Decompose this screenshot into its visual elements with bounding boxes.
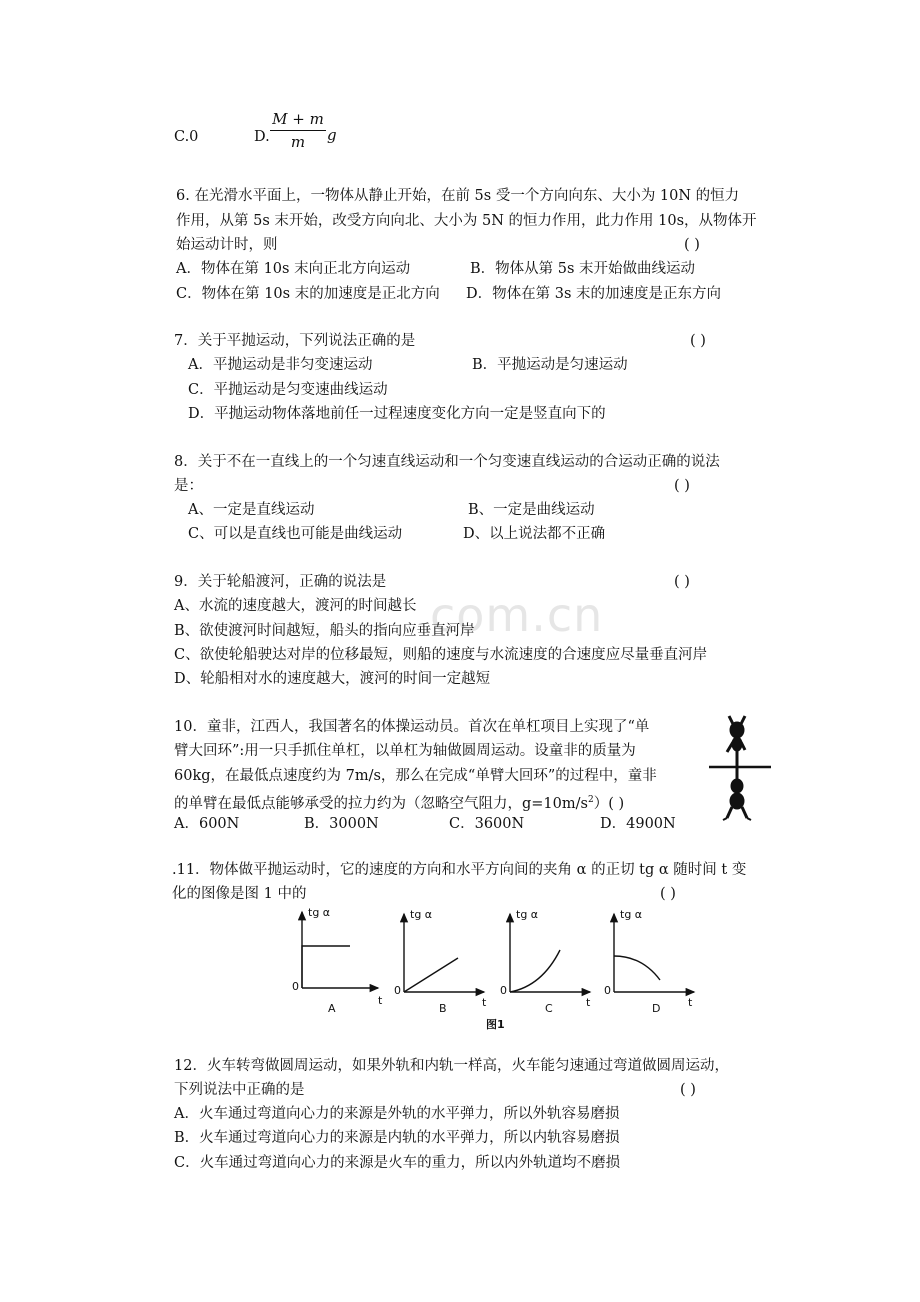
q5-fraction [270, 110, 326, 151]
q6-option-a: A．物体在第 10s 末向正北方向运动 [176, 261, 411, 277]
graph-a-origin: 0 [292, 980, 299, 993]
q6-answer-paren: ( ) [684, 237, 700, 253]
q10-stem-line-1: 10．童非，江西人，我国著名的体操运动员。首次在单杠项目上实现了“单 [174, 719, 650, 735]
q7-option-b: B．平抛运动是匀速运动 [472, 357, 628, 373]
q10-option-b: B．3000N [304, 816, 379, 832]
graph-a-curve [302, 946, 350, 988]
q10-superscript: 2 [587, 795, 594, 805]
q8-answer-paren: ( ) [674, 478, 690, 494]
q8-option-d: D、以上说法都不正确 [463, 526, 606, 542]
graph-d-curve [614, 956, 660, 980]
q9-option-a: A、水流的速度越大，渡河的时间越长 [174, 598, 417, 614]
q12-option-b: B．火车通过弯道向心力的来源是内轨的水平弹力，所以内轨容易磨损 [174, 1130, 620, 1146]
figure-1-caption: 图1 [486, 1018, 505, 1031]
q12-answer-paren: ( ) [680, 1082, 696, 1098]
q10-stem-line-4-text: 的单臂在最低点能够承受的拉力约为（忽略空气阻力，g=10m/s [174, 795, 588, 812]
q8-option-b: B、一定是曲线运动 [468, 502, 595, 518]
q7-option-c: C．平抛运动是匀变速曲线运动 [188, 382, 388, 398]
graph-b-label: B [439, 1002, 447, 1015]
graph-d-y-label: tg α [620, 908, 643, 921]
q5-option-d-prefix: D. [254, 129, 270, 145]
q6-stem-line-1: 6. 在光滑水平面上，一物体从静止开始，在前 5s 受一个方向向东、大小为 10N 的恒力 [176, 188, 740, 204]
q6-stem-line-2: 作用，从第 5s 末开始，改受方向向北、大小为 5N 的恒力作用，此力作用 10s，从物体开 [176, 213, 757, 229]
q12-stem-line-2: 下列说法中正确的是 [174, 1082, 305, 1098]
q10-option-c: C．3600N [449, 816, 525, 832]
graph-d-label: D [652, 1002, 661, 1015]
q11-stem-line-2: 化的图像是图 1 中的 [172, 886, 307, 902]
graph-b-curve [404, 958, 458, 992]
q7-answer-paren: ( ) [690, 333, 706, 349]
graph-a-y-label: tg α [308, 906, 331, 919]
q9-option-d: D、轮船相对水的速度越大，渡河的时间一定越短 [174, 671, 491, 687]
q9-option-c: C、欲使轮船驶达对岸的位移最短，则船的速度与水流速度的合速度应尽量垂直河岸 [174, 647, 708, 663]
graph-a-label: A [328, 1002, 336, 1015]
q6-option-c: C．物体在第 10s 末的加速度是正北方向 [176, 286, 440, 302]
graph-b-x-label: t [482, 996, 487, 1009]
q9-answer-paren: ( ) [674, 574, 690, 590]
graph-d [614, 914, 694, 992]
q10-stem-line-4 [174, 790, 624, 814]
graph-a [302, 912, 378, 988]
q5-option-c: C.0 [174, 129, 199, 145]
q5-fraction-numerator: M + m [270, 110, 326, 131]
graph-b-origin: 0 [394, 984, 401, 997]
q5-fraction-denominator: m [290, 133, 306, 151]
q6-option-b: B．物体从第 5s 末开始做曲线运动 [470, 261, 696, 277]
q6-stem-line-3: 始运动计时，则 [176, 237, 278, 253]
graph-c-origin: 0 [500, 984, 507, 997]
q11-answer-paren: ( ) [660, 886, 676, 902]
q8-option-c: C、可以是直线也可能是曲线运动 [188, 526, 403, 542]
q10-answer-paren: ）( ) [593, 795, 625, 812]
graph-c-label: C [545, 1002, 553, 1015]
q9-stem: 9．关于轮船渡河，正确的说法是 [174, 574, 387, 590]
q8-stem-line-1: 8．关于不在一直线上的一个匀速直线运动和一个匀变速直线运动的合运动正确的说法 [174, 454, 720, 470]
q10-stem-line-3: 60kg，在最低点速度约为 7m/s，那么在完成“单臂大回环”的过程中，童非 [174, 768, 657, 784]
q5-g: g [327, 126, 337, 144]
q12-option-c: C．火车通过弯道向心力的来源是火车的重力，所以内外轨道均不磨损 [174, 1155, 621, 1171]
graph-c-y-label: tg α [516, 908, 539, 921]
q7-option-d: D．平抛运动物体落地前任一过程速度变化方向一定是竖直向下的 [188, 406, 606, 422]
graph-d-x-label: t [688, 996, 693, 1009]
graph-a-x-label: t [378, 994, 383, 1007]
figure-1-graphs [280, 900, 710, 1035]
q10-stem-line-2: 臂大回环”:用一只手抓住单杠，以单杠为轴做圆周运动。设童非的质量为 [174, 743, 636, 759]
graph-c-x-label: t [586, 996, 591, 1009]
q12-stem-line-1: 12．火车转弯做圆周运动，如果外轨和内轨一样高，火车能匀速通过弯道做圆周运动， [174, 1058, 729, 1074]
q10-option-d: D．4900N [600, 816, 676, 832]
q10-option-a: A．600N [174, 816, 240, 832]
q6-option-d: D．物体在第 3s 末的加速度是正东方向 [466, 286, 722, 302]
gymnast-on-bar-figure [705, 712, 775, 824]
q12-option-a: A．火车通过弯道向心力的来源是外轨的水平弹力，所以外轨容易磨损 [174, 1106, 620, 1122]
graph-c [510, 914, 590, 992]
graph-b-y-label: tg α [410, 908, 433, 921]
q11-stem-line-1: .11．物体做平抛运动时，它的速度的方向和水平方向间的夹角 α 的正切 tg α 随时间 t 变 [172, 862, 747, 878]
q9-option-b: B、欲使渡河时间越短，船头的指向应垂直河岸 [174, 623, 475, 639]
graph-d-origin: 0 [604, 984, 611, 997]
q8-option-a: A、一定是直线运动 [188, 502, 315, 518]
q8-stem-line-2: 是： [174, 478, 203, 494]
graph-b [404, 914, 484, 992]
q7-option-a: A．平抛运动是非匀变速运动 [188, 357, 373, 373]
watermark: com.cn [430, 588, 604, 642]
q7-stem: 7．关于平抛运动，下列说法正确的是 [174, 333, 416, 349]
graph-c-curve [510, 950, 560, 992]
